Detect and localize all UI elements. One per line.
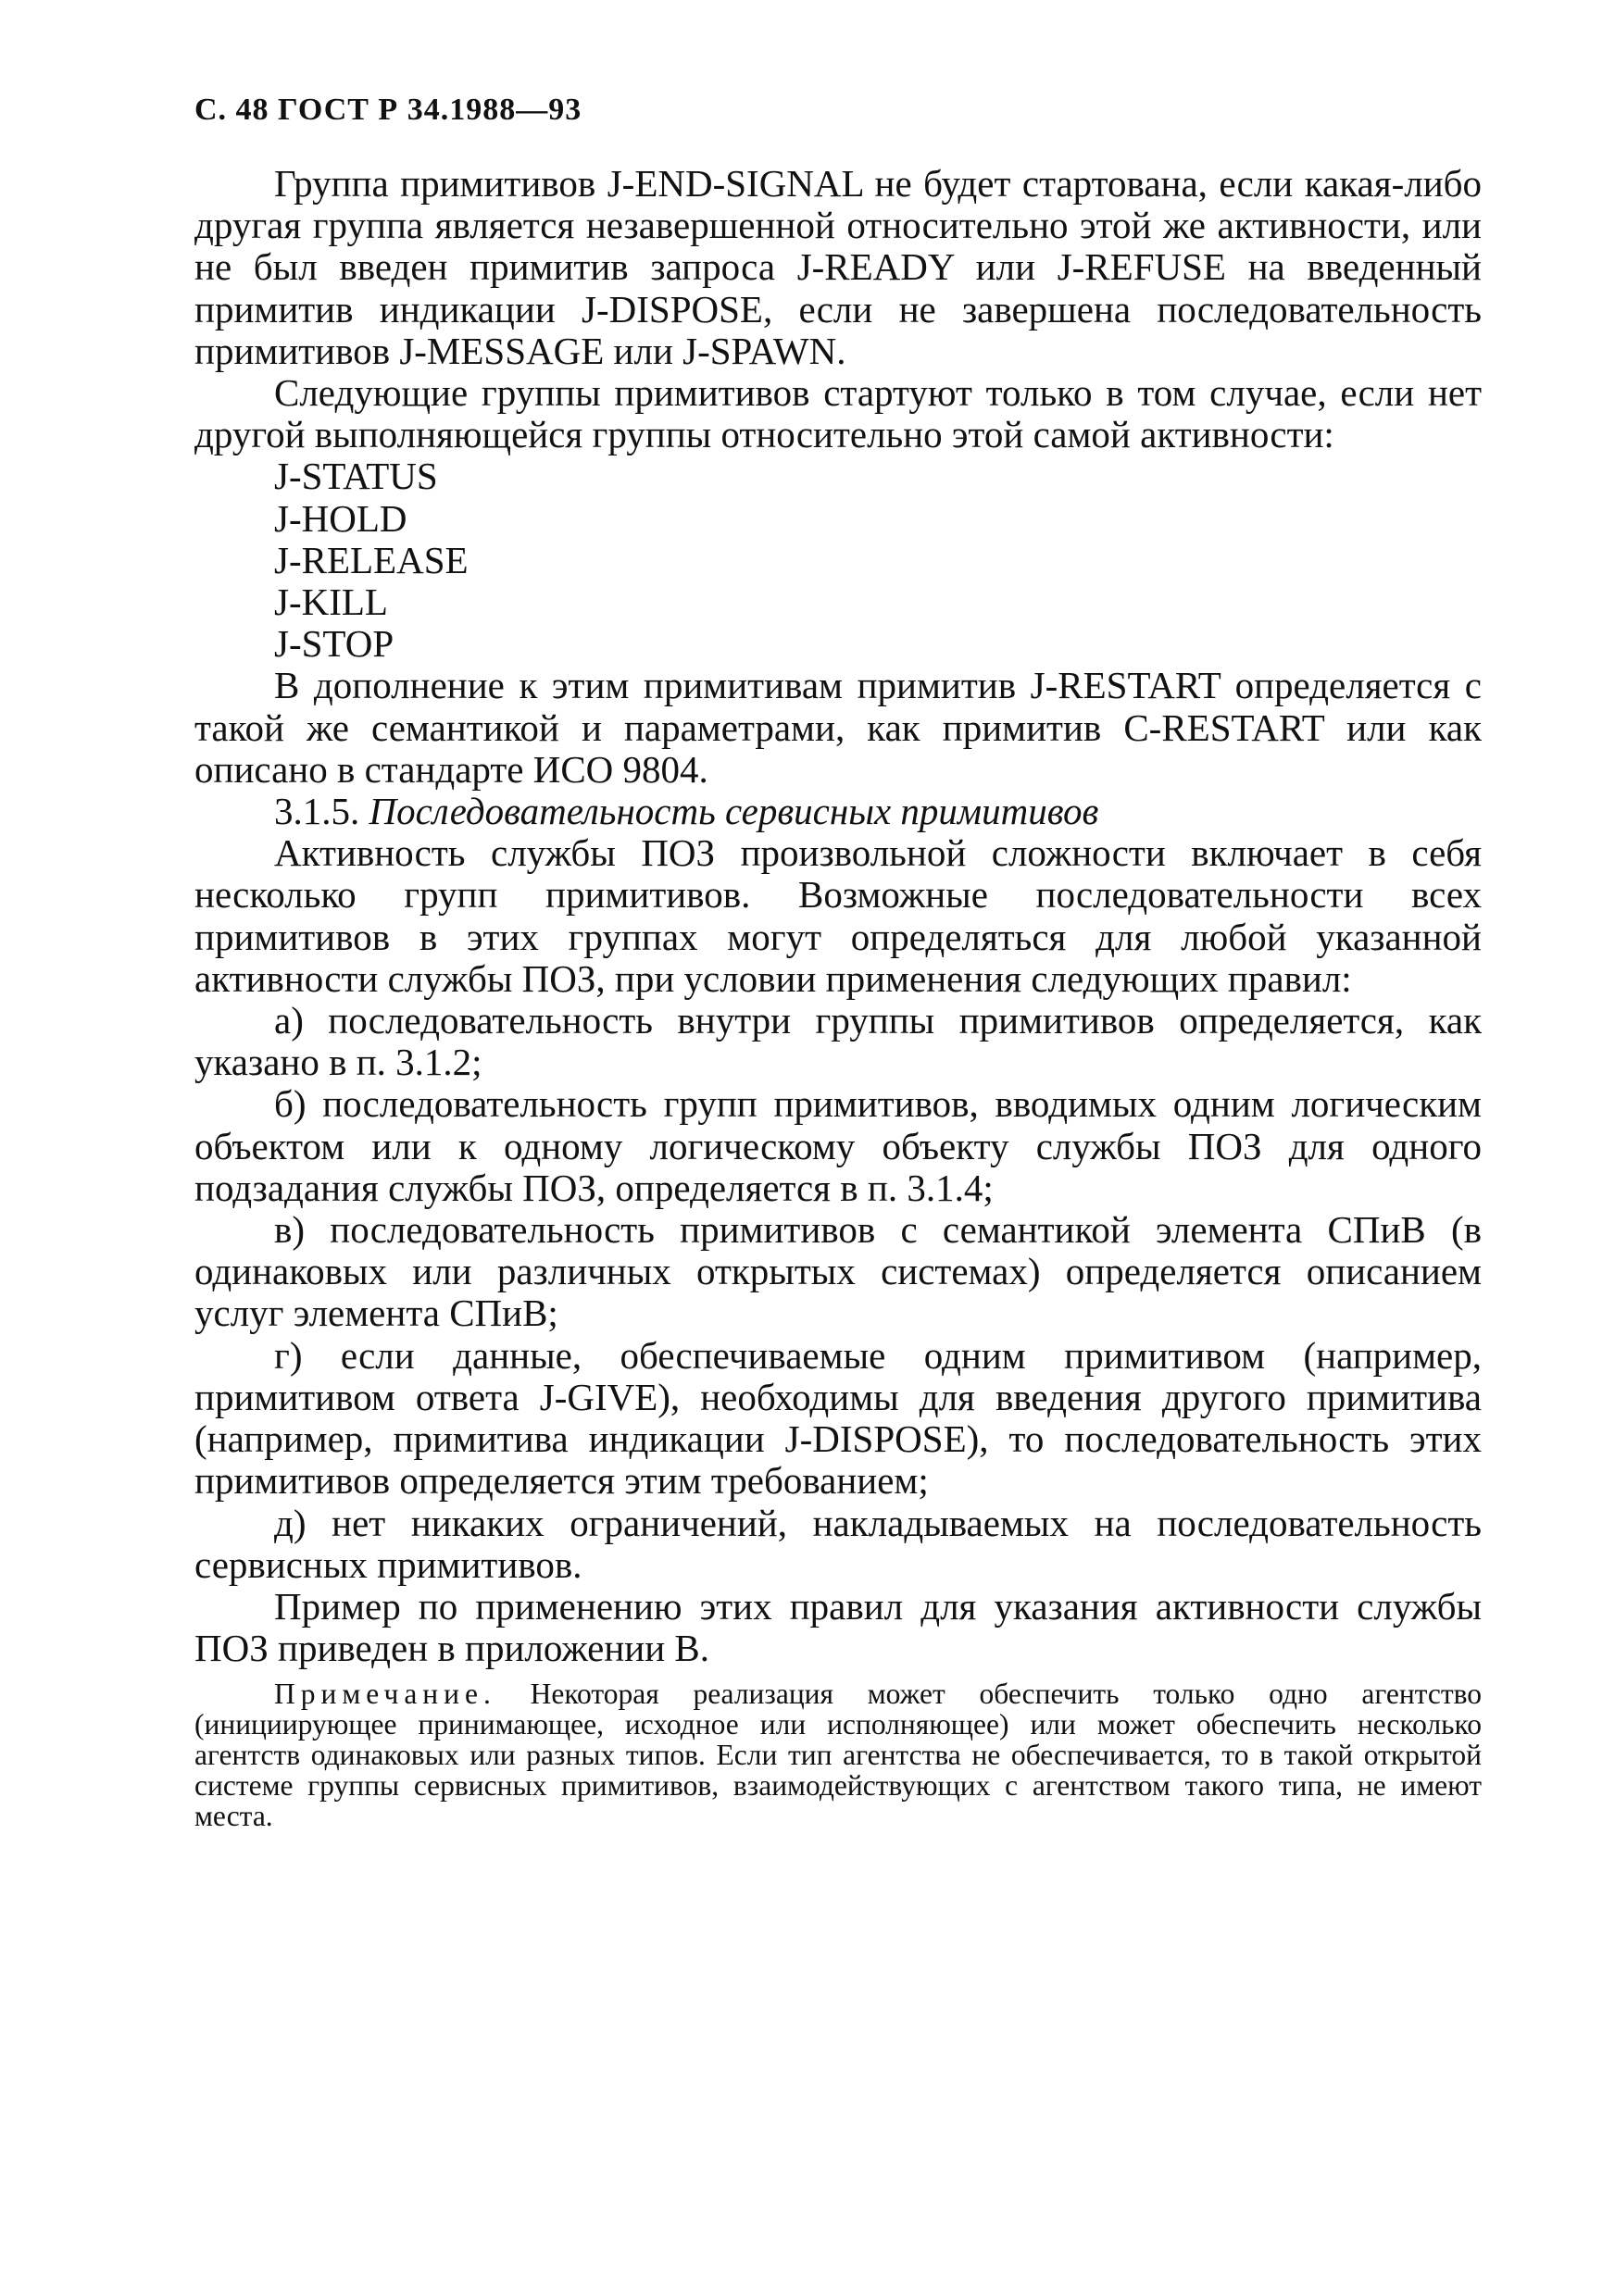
document-page: [194, 93, 1482, 2222]
section-heading: [194, 791, 1482, 832]
rule-item: д) нет никаких ограничений, накладываемых на последовательность сервисных примитивов.: [194, 1501, 1482, 1586]
note-text: Некоторая реализация может обеспечить только одно агентство (инициирующее принимающее, исходное или исполняющее) или может обеспечить несколько агентств одинаковых или разных типов. Если тип агентства не обеспечивается, то в такой открытой системе группы сервисных примитивов, взаимодействующих с агентством такого типа, не имеют места.: [194, 1678, 1482, 1833]
rules-list: [194, 1000, 1482, 1586]
note-label: Примечание.: [274, 1678, 496, 1711]
primitive-list-item: J-STATUS: [274, 455, 438, 498]
primitive-list-item: J-KILL: [274, 580, 388, 624]
paragraph-end-signal: Группа примитивов J-END-SIGNAL не будет стартована, если какая-либо другая группа является незавершенной относительно этой же активности, или не был введен примитив запроса J-READY или J-REFUSE на введенный примитив индикации J-DISPOSE, если не завершена последовательность примитивов J-MESSAGE или J-SPAWN.: [194, 162, 1482, 372]
rule-item: г) если данные, обеспечиваемые одним примитивом (например, примитивом ответа J-GIVE), необходимы для введения другого примитива (например, примитива индикации J-DISPOSE), то последовательность этих примитивов определяется этим требованием;: [194, 1333, 1482, 1503]
section-title: Последовательность сервисных примитивов: [369, 790, 1099, 833]
rule-item: б) последовательность групп примитивов, вводимых одним логическим объектом или к одному логическому объекту службы ПОЗ для одного подзадания службы ПОЗ, определяется в п. 3.1.4;: [194, 1082, 1482, 1209]
rule-item: в) последовательность примитивов с семантикой элемента СПиВ (в одинаковых или различных открытых системах) определяется описанием услуг элемента СПиВ;: [194, 1208, 1482, 1335]
paragraph-following-groups: Следующие группы примитивов стартуют только в том случае, если нет другой выполняющейся группы относительно этой самой активности:: [194, 371, 1482, 456]
primitive-list: [194, 455, 1482, 665]
rule-item: а) последовательность внутри группы примитивов определяется, как указано в п. 3.1.2;: [194, 999, 1482, 1084]
note-block: [194, 1678, 1482, 1831]
paragraph-activity: Активность службы ПОЗ произвольной сложности включает в себя несколько групп примитивов. Возможные последовательности всех примитивов в этих группах могут определяться для любой указанной активности службы ПОЗ, при условии применения следующих правил:: [194, 831, 1482, 1000]
paragraph-example: Пример по применению этих правил для указания активности службы ПОЗ приведен в приложении В.: [194, 1584, 1482, 1670]
section-number: 3.1.5.: [274, 790, 360, 833]
document-body: [194, 163, 1482, 1669]
primitive-list-item: J-RELEASE: [274, 538, 469, 581]
page-header: С. 48 ГОСТ Р 34.1988—93: [194, 93, 582, 127]
primitive-list-item: J-STOP: [274, 622, 394, 666]
primitive-list-item: J-HOLD: [274, 496, 407, 540]
paragraph-restart: В дополнение к этим примитивам примитив J-RESTART определяется с такой же семантикой и параметрами, как примитив C-RESTART или как описано в стандарте ИСО 9804.: [194, 664, 1482, 791]
note-paragraph: [194, 1678, 1482, 1831]
